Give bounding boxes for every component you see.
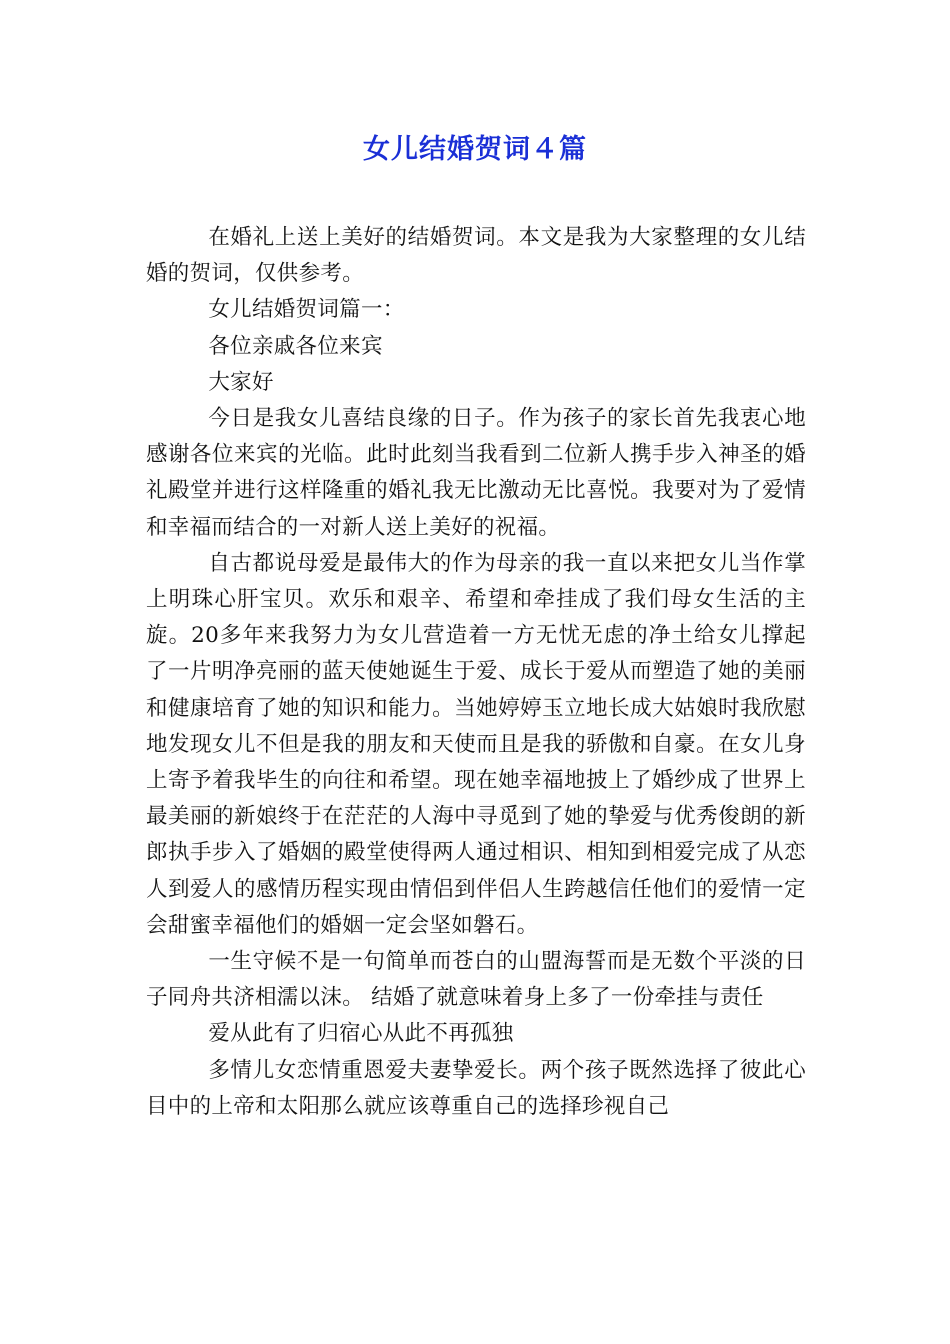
paragraph-section-heading: 女儿结婚贺词篇一：: [208, 297, 405, 323]
paragraph-body: 多情儿女恋情重恩爱夫妻挚爱长。两个孩子既然选择了彼此心目中的上帝和太阳那么就应该尊重自己的选择珍视自己: [146, 1057, 806, 1119]
document-body: [146, 220, 806, 1125]
paragraph-greeting-all: 大家好: [208, 369, 274, 395]
paragraph-body: 一生守候不是一句简单而苍白的山盟海誓而是无数个平淡的日子同舟共济相濡以沫。 结婚了就意味着身上多了一份牵挂与责任: [146, 949, 806, 1011]
paragraph-body: 今日是我女儿喜结良缘的日子。作为孩子的家长首先我衷心地感谢各位来宾的光临。此时此刻当我看到二位新人携手步入神圣的婚礼殿堂并进行这样隆重的婚礼我无比激动无比喜悦。我要对为了爱情和幸福而结合的一对新人送上美好的祝福。: [146, 406, 806, 540]
paragraph-intro: 在婚礼上送上美好的结婚贺词。本文是我为大家整理的女儿结婚的贺词，仅供参考。: [146, 225, 806, 287]
paragraph-body: 爱从此有了归宿心从此不再孤独: [208, 1021, 514, 1047]
paragraph-greeting-guests: 各位亲戚各位来宾: [208, 333, 383, 359]
document-title: 女儿结婚贺词４篇: [363, 134, 587, 165]
paragraph-body: 自古都说母爱是最伟大的作为母亲的我一直以来把女儿当作掌上明珠心肝宝贝。欢乐和艰辛、希望和牵挂成了我们母女生活的主旋。20多年来我努力为女儿营造着一方无忧无虑的净土给女儿撑起了一片明净亮丽的蓝天使她诞生于爱、成长于爱从而塑造了她的美丽和健康培育了她的知识和能力。当她婷婷玉立地长成大姑娘时我欣慰地发现女儿不但是我的朋友和天使而且是我的骄傲和自豪。在女儿身上寄予着我毕生的向往和希望。现在她幸福地披上了婚纱成了世界上最美丽的新娘终于在茫茫的人海中寻觅到了她的挚爱与优秀俊朗的新郎执手步入了婚姻的殿堂使得两人通过相识、相知到相爱完成了从恋人到爱人的感情历程实现由情侣到伴侣人生跨越信任他们的爱情一定会甜蜜幸福他们的婚姻一定会坚如磐石。: [146, 550, 806, 938]
